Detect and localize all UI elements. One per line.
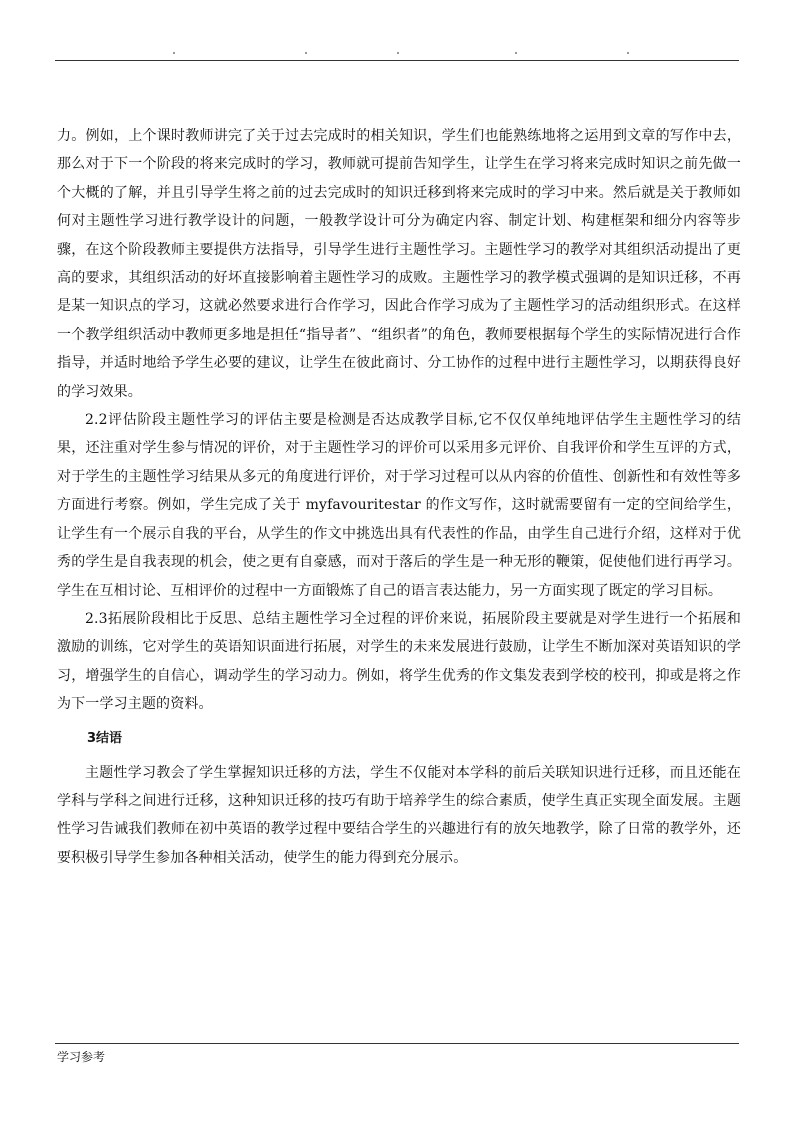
page-footer-label: 学习参考: [57, 1050, 106, 1064]
header-rule: [55, 60, 739, 61]
footer-rule: [55, 1043, 739, 1044]
paragraph-evaluation-stage: 2.2评估阶段主题性学习的评估主要是检测是否达成教学目标,它不仅仅单纯地评估学生主题性学习的结果，还注重对学生参与情况的评价，对于主题性学习的评价可以采用多元评价、自我评价和学生互评的方式，对于学生的主题性学习结果从多元的角度进行评价，对于学习过程可以从内容的价值性、创新性和有效性等多方面进行考察。例如，学生完成了关于 myfavouritestar 的作文写作，这时就需要留有一定的空间给学生，让学生有一个展示自我的平台，从学生的作文中挑选出具有代表性的作品，由学生自己进行介绍，这样对于优秀的学生是自我表现的机会，使之更有自豪感，而对于落后的学生是一种无形的鞭策，促使他们进行再学习。学生在互相讨论、互相评价的过程中一方面锻炼了自己的语言表达能力，另一方面实现了既定的学习目标。: [57, 412, 741, 599]
paragraph-continuation: 力。例如，上个课时教师讲完了关于过去完成时的相关知识，学生们也能熟练地将之运用到文章的写作中去，那么对于下一个阶段的将来完成时的学习，教师就可提前告知学生，让学生在学习将来完成时知识之前先做一个大概的了解，并且引导学生将之前的过去完成时的知识迁移到将来完成时的学习中来。然后就是关于教师如何对主题性学习进行教学设计的问题，一般教学设计可分为确定内容、制定计划、构建框架和细分内容等步骤，在这个阶段教师主要提供方法指导，引导学生进行主题性学习。主题性学习的教学对其组织活动提出了更高的要求，其组织活动的好坏直接影响着主题性学习的成败。主题性学习的教学模式强调的是知识迁移，不再是某一知识点的学习，这就必然要求进行合作学习，因此合作学习成为了主题性学习的活动组织形式。在这样一个教学组织活动中教师更多地是担任“指导者”、“组织者”的角色，教师要根据每个学生的实际情况进行合作指导，并适时地给予学生必要的建议，让学生在彼此商讨、分工协作的过程中进行主题性学习，以期获得良好的学习效果。: [57, 128, 741, 400]
paragraph-conclusion: 主题性学习教会了学生掌握知识迁移的方法，学生不仅能对本学科的前后关联知识进行迁移，而且还能在学科与学科之间进行迁移，这种知识迁移的技巧有助于培养学生的综合素质，使学生真正实现全面发展。主题性学习告诫我们教师在初中英语的教学过程中要结合学生的兴趣进行有的放矢地教学，除了日常的教学外，还要积极引导学生参加各种相关活动，使学生的能力得到充分展示。: [57, 764, 741, 866]
header-dot: [397, 52, 399, 54]
header-dot: [305, 52, 307, 54]
header-dot: [627, 52, 629, 54]
paragraph-extension-stage: 2.3拓展阶段相比于反思、总结主题性学习全过程的评价来说，拓展阶段主要就是对学生进行一个拓展和激励的训练，它对学生的英语知识面进行拓展，对学生的未来发展进行鼓励，让学生不断加深对英语知识的学习，增强学生的自信心，调动学生的学习动力。例如，将学生优秀的作文集发表到学校的校刊，抑或是将之作为下一学习主题的资料。: [57, 610, 741, 713]
document-body: [57, 122, 741, 872]
header-decoration: [55, 52, 739, 58]
header-dot: [173, 52, 175, 54]
section-heading-conclusion: 3结语: [87, 730, 123, 746]
header-dot: [515, 52, 517, 54]
